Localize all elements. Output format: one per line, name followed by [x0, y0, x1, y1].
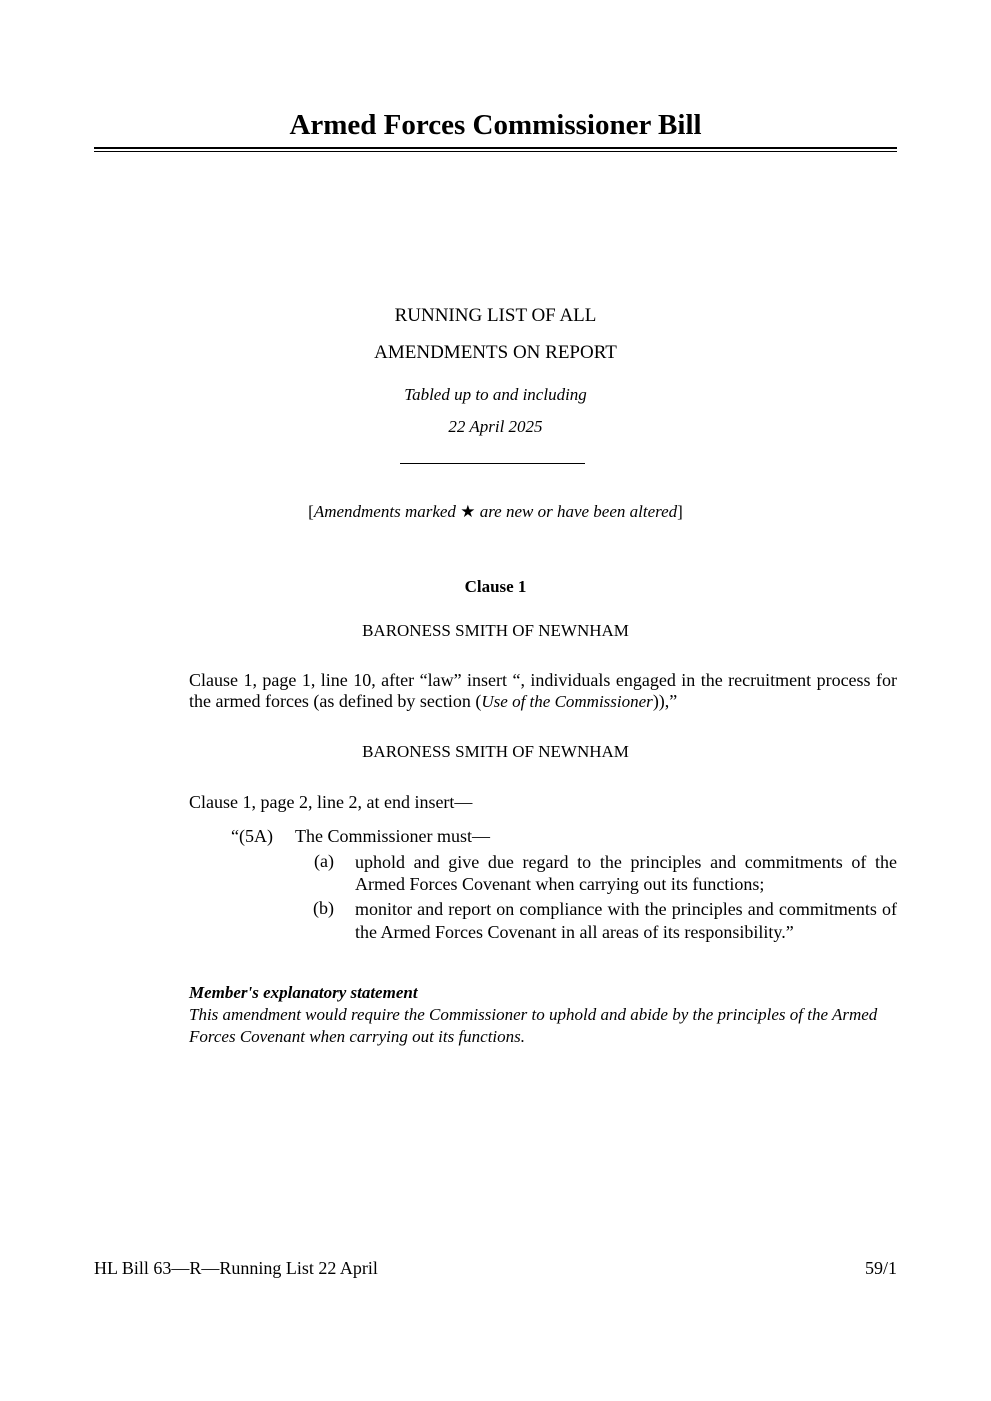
note-close-bracket: ] [677, 502, 683, 521]
amendments-note [94, 501, 897, 523]
clause-heading: Clause 1 [464, 577, 527, 596]
amendment-1-text [189, 670, 897, 712]
amendment-1-text-after: )),” [652, 691, 678, 711]
subsection-label: “(5A) [231, 826, 273, 846]
explanatory-heading: Member's explanatory statement [189, 983, 418, 1002]
item-a-label: (a) [314, 851, 334, 871]
tabled-line1: Tabled up to and including [404, 385, 587, 404]
title-rule [94, 147, 897, 149]
tabled-line2: 22 April 2025 [448, 417, 543, 436]
item-b-label: (b) [313, 898, 334, 918]
amendment-2-member: BARONESS SMITH OF NEWNHAM [362, 742, 629, 761]
star-icon: ★ [460, 502, 476, 521]
note-text-before: Amendments marked [313, 502, 461, 521]
item-a-text: uphold and give due regard to the principles and commitments of the Armed Forces Covenant when carrying out its functions; [355, 852, 897, 894]
subsection-text: The Commissioner must— [295, 826, 490, 846]
amendment-2-intro: Clause 1, page 2, line 2, at end insert— [189, 792, 473, 812]
amendment-1-text-italic: Use of the Commissioner [481, 692, 653, 711]
item-b-text: monitor and report on compliance with the principles and commitments of the Armed Forces Covenant in all areas of its responsibility.” [355, 899, 897, 942]
footer-bill-reference: HL Bill 63—R—Running List 22 April [94, 1258, 378, 1278]
note-text-after: are new or have been altered [475, 502, 678, 521]
amendment-1-text-before: Clause 1, page 1, line 10, after “law” insert “, individuals engaged in the recruitment process for the armed forces (as defined by section ( [189, 670, 897, 711]
amendment-1-member: BARONESS SMITH OF NEWNHAM [362, 621, 629, 640]
list-heading-line1: RUNNING LIST OF ALL [394, 305, 597, 326]
list-heading-line2: AMENDMENTS ON REPORT [374, 342, 617, 363]
separator-rule [400, 463, 585, 464]
footer-page-number: 59/1 [864, 1258, 897, 1278]
bill-title: Armed Forces Commissioner Bill [289, 109, 702, 141]
title-rule-thin [94, 151, 897, 152]
note-open-bracket: [ [308, 502, 314, 521]
explanatory-text: This amendment would require the Commissioner to uphold and abide by the principles of the Armed Forces Covenant when carrying out its functions. [189, 1005, 878, 1046]
